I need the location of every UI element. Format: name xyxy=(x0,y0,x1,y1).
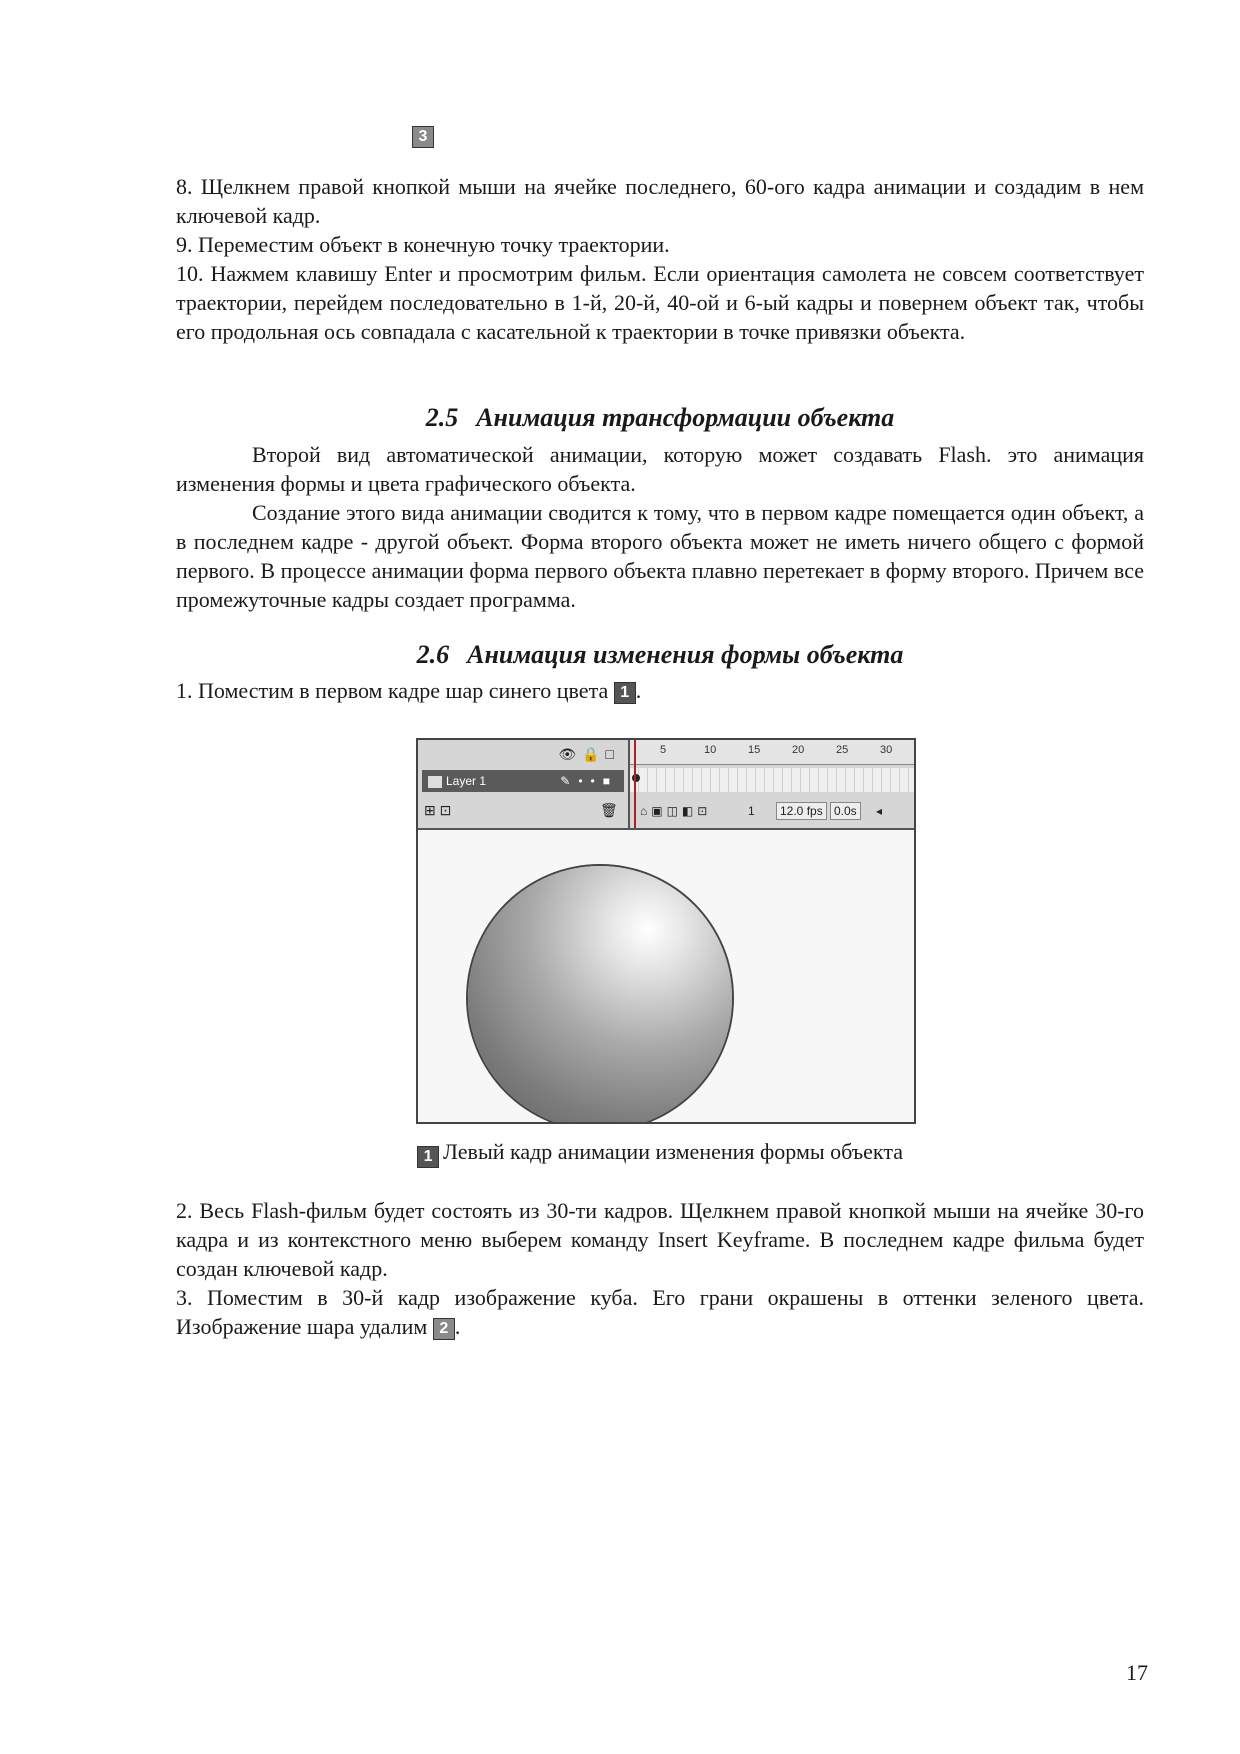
section-2-5-body xyxy=(176,440,1144,614)
timeline-panel xyxy=(418,740,914,830)
dot-icon: • xyxy=(590,774,603,788)
layer-icon xyxy=(428,776,442,788)
step-8: 8. Щелкнем правой кнопкой мыши на ячейке последнего, 60-ого кадра анимации и создадим в нем ключевой кадр. xyxy=(176,174,1144,228)
frame-rate: 12.0 fps xyxy=(776,802,827,820)
square-icon: ■ xyxy=(602,774,618,788)
step-3-period: . xyxy=(454,1314,461,1339)
lock-icon: 🔒 xyxy=(582,746,606,762)
section-2-5-paragraph-2: Создание этого вида анимации сводится к тому, что в первом кадре помещается один объект, а в последнем кадре - другой объект. Форма второго объекта может не иметь ничего общего с формой первого. В процессе анимации форма первого объекта плавно перетекает в форму второго. Причем все промежуточные кадры создает программа. xyxy=(176,500,1144,612)
section-2-6-step-1 xyxy=(176,676,1144,705)
add-guide-icon: ⊡ xyxy=(439,802,452,818)
outline-icon: □ xyxy=(605,746,620,762)
dot-icon: • xyxy=(578,774,591,788)
step-1-text: 1. Поместим в первом кадре шар синего цвета xyxy=(176,678,609,703)
figure-marker-3: 3 xyxy=(412,126,434,148)
page-number: 17 xyxy=(1126,1660,1148,1685)
ruler-tick: 15 xyxy=(748,744,761,756)
step-3-text: 3. Поместим в 30-й кадр изображение куба. Его грани окрашены в оттенки зеленого цвета. Изображение шара удалим xyxy=(176,1285,1144,1339)
frame-cells xyxy=(630,768,914,792)
layer-name: Layer 1 xyxy=(446,774,487,788)
ruler-tick: 20 xyxy=(792,744,805,756)
trash-icon: 🗑 xyxy=(600,802,618,818)
step-1-period: . xyxy=(635,678,642,703)
figure-marker-2: 2 xyxy=(433,1318,455,1340)
layer-controls xyxy=(424,802,618,819)
add-layer-icon: ⊞ xyxy=(424,802,436,818)
section-2-5-paragraph-1: Второй вид автоматической анимации, которую может создавать Flash. это анимация изменения формы и цвета графического объекта. xyxy=(176,442,1144,496)
section-2-5-number: 2.5 xyxy=(425,403,459,432)
frames-panel xyxy=(630,740,914,828)
ruler-tick: 30 xyxy=(880,744,893,756)
elapsed-time: 0.0s xyxy=(830,802,861,820)
frame-ruler xyxy=(630,740,914,765)
section-2-6-number: 2.6 xyxy=(416,640,450,669)
steps-bottom xyxy=(176,1196,1144,1341)
caption-marker: 1 xyxy=(417,1146,439,1168)
playhead xyxy=(634,740,636,828)
ruler-tick: 10 xyxy=(704,744,717,756)
figure-marker-1: 1 xyxy=(614,682,636,704)
ruler-tick: 5 xyxy=(660,744,667,756)
section-2-5-title: Анимация трансформации объекта xyxy=(476,403,895,432)
current-frame: 1 xyxy=(748,804,755,818)
flash-screenshot-figure xyxy=(416,738,916,1124)
steps-top xyxy=(176,172,1144,346)
scroll-left-icon: ◂ xyxy=(876,804,883,818)
step-9: 9. Переместим объект в конечную точку траектории. xyxy=(176,232,670,257)
eye-icon: 👁 xyxy=(558,746,583,762)
pencil-icon: ✎ xyxy=(560,774,579,788)
section-2-5-heading xyxy=(176,403,1144,433)
sphere-graphic xyxy=(468,866,732,1124)
section-2-6-title: Анимация изменения формы объекта xyxy=(467,640,904,669)
layer-tools xyxy=(560,770,618,792)
section-2-6-heading xyxy=(176,640,1144,670)
step-2: 2. Весь Flash-фильм будет состоять из 30-ти кадров. Щелкнем правой кнопкой мыши на ячейке 30-го кадра и из контекстного меню выберем команду Insert Keyframe. В последнем кадре фильма будет создан ключевой кадр. xyxy=(176,1198,1144,1281)
layer-header-icons xyxy=(558,746,620,763)
step-10: 10. Нажмем клавишу Enter и просмотрим фильм. Если ориентация самолета не совсем соответствует траектории, перейдем последовательно в 1-й, 20-й, 40-ой и 6-ый кадры и повернем объект так, чтобы его продольная ось совпадала с касательной к траектории в точке привязки объекта. xyxy=(176,261,1144,344)
ruler-tick: 25 xyxy=(836,744,849,756)
layer-row xyxy=(422,770,624,792)
layers-panel xyxy=(418,740,630,828)
onion-skin-icons: ⌂▣◫◧⊡ xyxy=(640,804,712,818)
caption-text: Левый кадр анимации изменения формы объекта xyxy=(443,1139,903,1164)
figure-caption xyxy=(176,1138,1144,1168)
timeline-status-bar xyxy=(630,800,914,822)
stage xyxy=(418,830,914,1122)
